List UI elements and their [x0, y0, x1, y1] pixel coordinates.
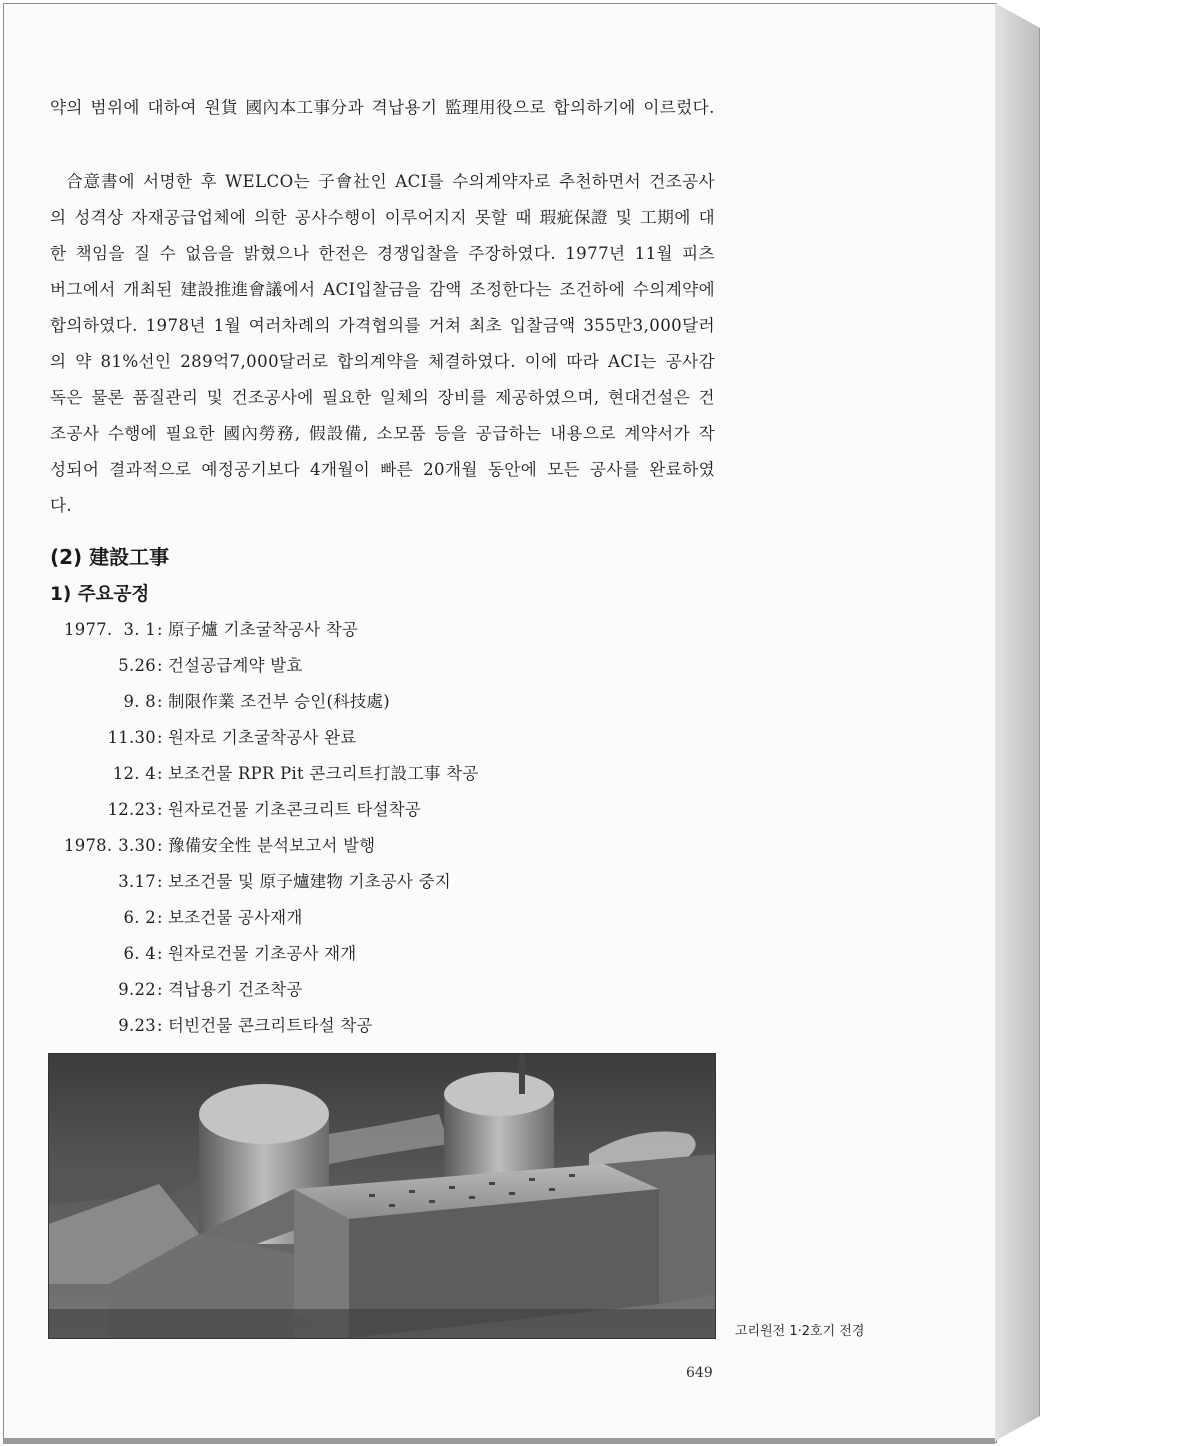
body-paragraph-2: 合意書에 서명한 후 WELCO는 子會社인 ACI를 수의계약자로 추천하면서 건조공사의 성격상 자재공급업체에 의한 공사수행이 이루어지지 못할 때 瑕疵保證 및 工期에 대한 책임을 질 수 없음을 밝혔으나 한전은 경쟁입찰을 주장하였다. 1977년 11월 피츠버그에서 개최된 建設推進會議에서 ACI입찰금을 감액 조정한다는 조건하에 수의계약에 합의하였다. 1978년 1월 여러차례의 가격협의를 거쳐 최초 입찰금액 355만3,000달러의 약 81%선인 289억7,000달러로 합의계약을 체결하였다. 이에 따라 ACI는 공사감독은 물론 품질관리 및 건조공사에 필요한 일체의 장비를 제공하였으며, 현대건설은 건조공사 수행에 필요한 國內勞務, 假設備, 소모품 등을 공급하는 내용으로 계약서가 작성되어 결과적으로 예정공기보다 4개월이 빠른 20개월 동안에 모든 공사를 완료하였다.: [50, 172, 715, 515]
milestone-event: 원자로 기초굴착공사 완료: [168, 728, 357, 747]
milestone-row: [0, 684, 720, 720]
milestone-event: 制限作業 조건부 승인(科技處): [168, 692, 390, 711]
milestone-separator: :: [157, 656, 163, 675]
milestone-year: 1978.: [64, 836, 113, 855]
milestone-event: 보조건물 및 原子爐建物 기초공사 중지: [168, 872, 451, 891]
milestone-date: 12.23: [107, 800, 156, 819]
milestone-separator: :: [157, 728, 163, 747]
plant-photo: [48, 1053, 716, 1339]
section-title: (2) 建設工事: [50, 545, 170, 569]
milestone-year: 1977.: [64, 620, 113, 639]
milestone-event: 原子爐 기초굴착공사 착공: [168, 620, 359, 639]
milestone-event: 건설공급계약 발효: [168, 656, 303, 675]
milestone-separator: :: [157, 836, 163, 855]
milestone-row: [0, 720, 720, 756]
milestone-row: [0, 972, 720, 1008]
photo-caption: 고리원전 1·2호기 전경: [735, 1324, 865, 1339]
milestone-row: [0, 612, 720, 648]
milestone-event: 보조건물 공사재개: [168, 908, 303, 927]
milestone-date: 9. 8: [123, 692, 156, 711]
milestone-separator: :: [157, 764, 163, 783]
milestone-event: 원자로건물 기초공사 재개: [168, 944, 357, 963]
milestone-row: [0, 900, 720, 936]
milestone-date: 11.30: [107, 728, 156, 747]
milestone-row: [0, 1008, 720, 1044]
page-number: 649: [686, 1365, 713, 1381]
milestone-date: 9.22: [118, 980, 156, 999]
milestone-row: [0, 864, 720, 900]
milestone-date: 9.23: [118, 1016, 156, 1035]
milestone-separator: :: [157, 800, 163, 819]
milestone-row: [0, 648, 720, 684]
milestone-row: [0, 828, 720, 864]
milestone-separator: :: [157, 620, 163, 639]
milestone-separator: :: [157, 872, 163, 891]
milestone-date: 6. 2: [123, 908, 156, 927]
milestone-event: 보조건물 RPR Pit 콘크리트打設工事 착공: [168, 764, 479, 783]
milestone-date: 6. 4: [123, 944, 156, 963]
book-edge-right: [995, 3, 1040, 1441]
milestone-event: 豫備安全性 분석보고서 발행: [168, 836, 376, 855]
milestone-separator: :: [157, 980, 163, 999]
milestone-row: [0, 756, 720, 792]
milestone-row: [0, 792, 720, 828]
subsection-title: 1) 주요공정: [50, 584, 150, 605]
nuclear-plant-image: [49, 1054, 715, 1338]
milestone-event: 터빈건물 콘크리트타설 착공: [168, 1016, 373, 1035]
milestone-row: [0, 936, 720, 972]
milestone-event: 격납용기 건조착공: [168, 980, 303, 999]
milestone-date: 3. 1: [123, 620, 156, 639]
milestone-date: 3.17: [118, 872, 156, 891]
milestone-date: 5.26: [118, 656, 156, 675]
milestone-date: 3.30: [118, 836, 156, 855]
milestone-separator: :: [157, 944, 163, 963]
milestone-separator: :: [157, 908, 163, 927]
milestone-separator: :: [157, 692, 163, 711]
body-paragraph-1: 약의 범위에 대하여 원貨 國內本工事分과 격납용기 監理用役으로 합의하기에 이르렀다.: [50, 98, 715, 117]
milestone-separator: :: [157, 1016, 163, 1035]
book-edge-bottom: [3, 1438, 995, 1444]
milestone-date: 12. 4: [112, 764, 156, 783]
milestone-event: 원자로건물 기초콘크리트 타설착공: [168, 800, 422, 819]
